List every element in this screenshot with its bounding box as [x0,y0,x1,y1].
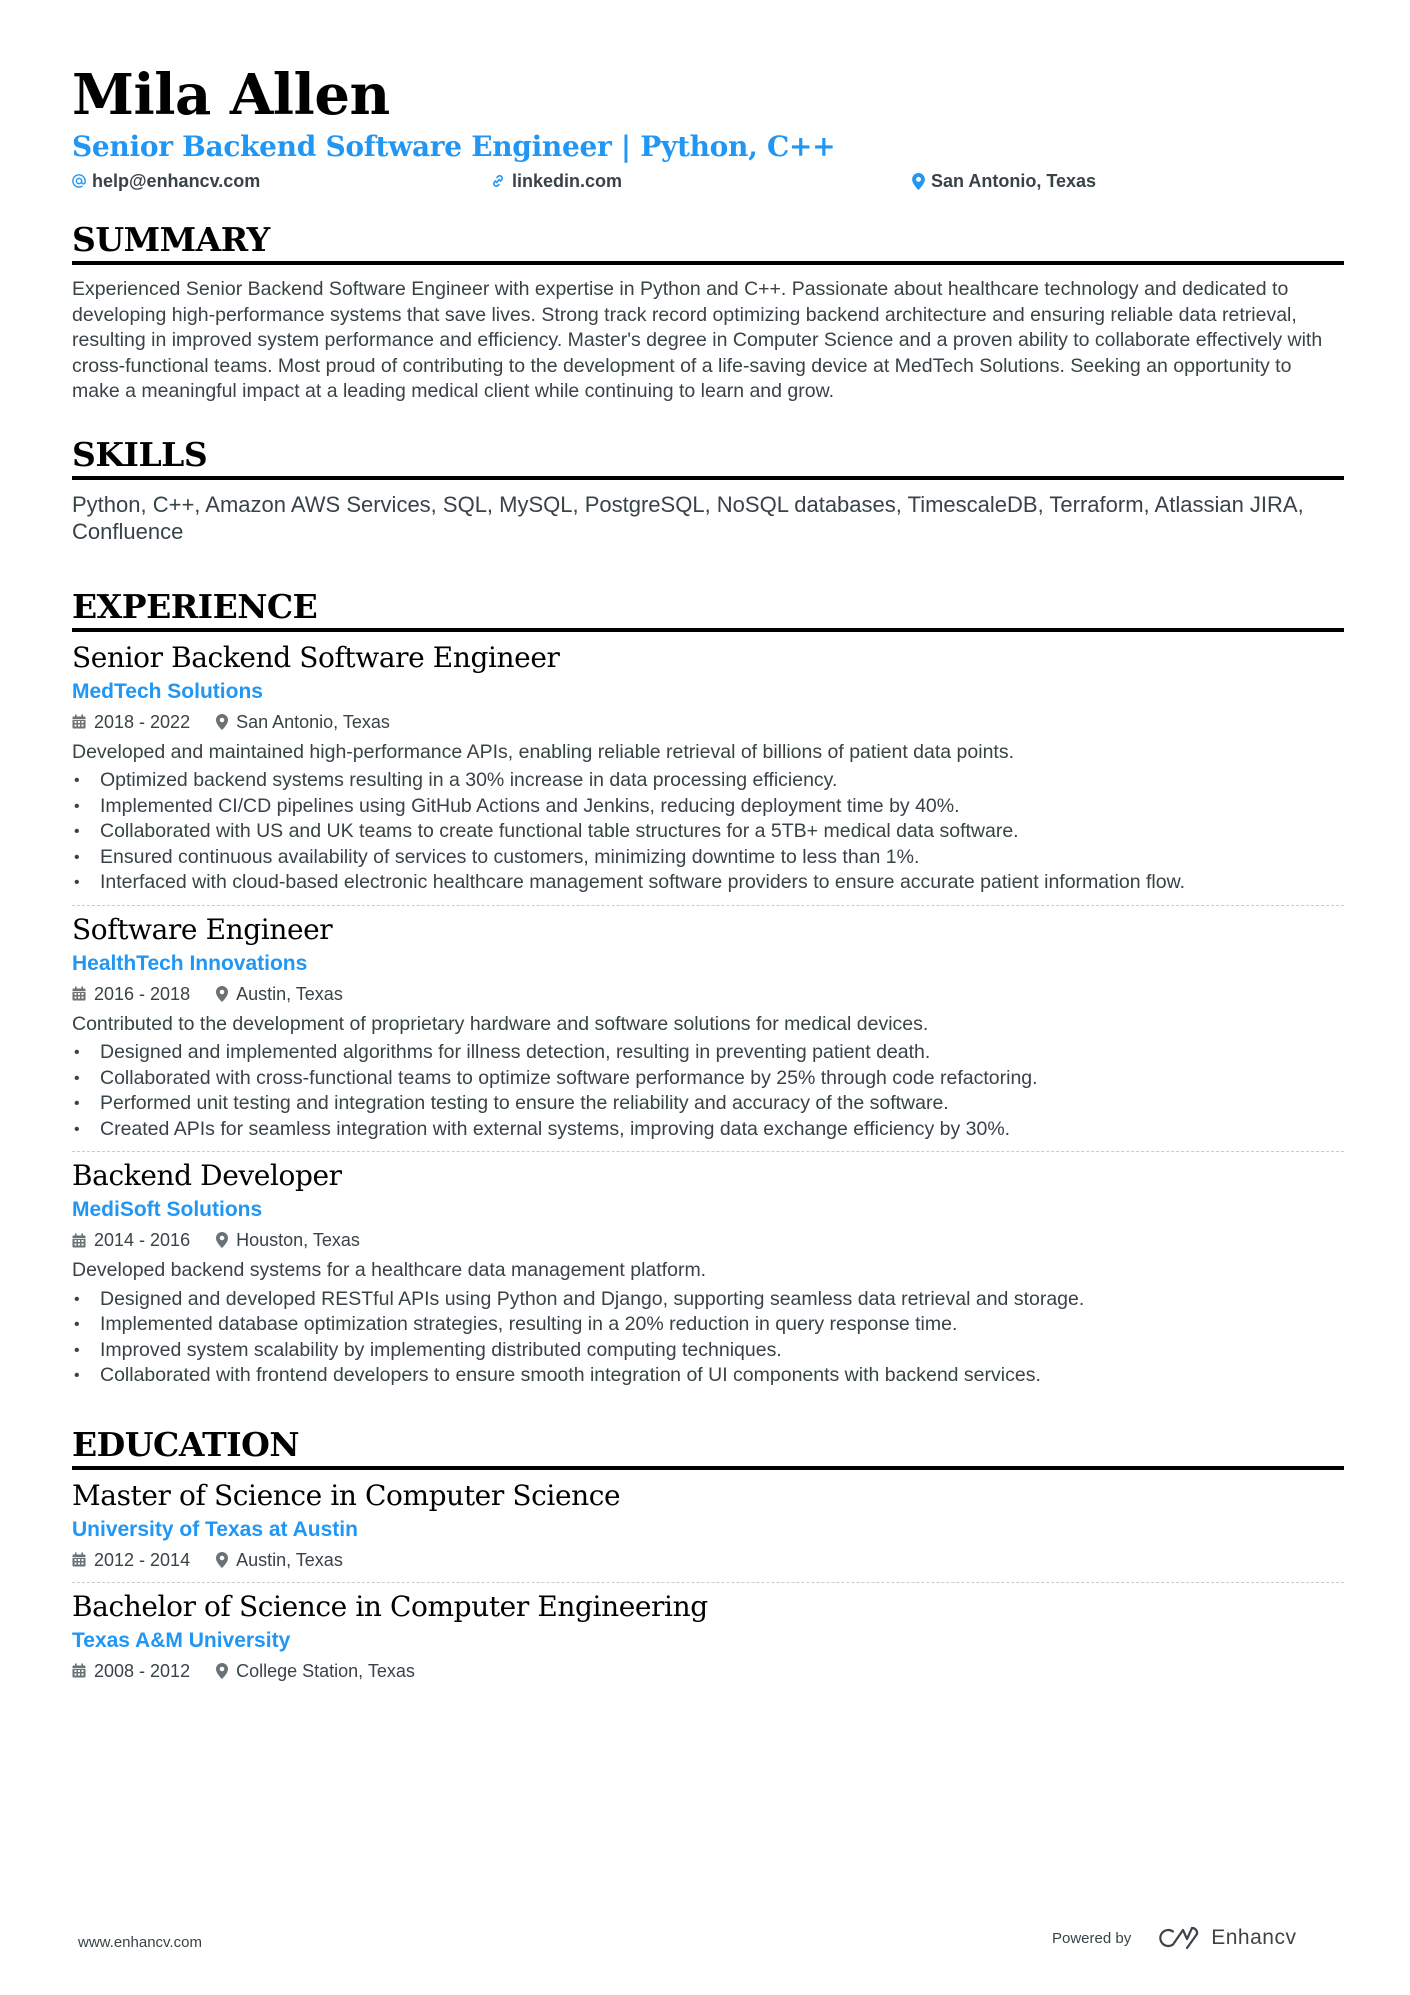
contact-row [72,168,1344,194]
degree-title: Master of Science in Computer Science [72,1478,621,1512]
experience-section [72,587,1344,1389]
job-bullets [72,1040,1344,1142]
job-dates: 2014 - 2016 [94,1230,191,1250]
company-name: MedTech Solutions [72,679,263,703]
education-meta [72,1547,1344,1573]
contact-linkedin[interactable] [490,171,912,192]
calendar-icon [72,1663,86,1678]
company-name: MediSoft Solutions [72,1198,263,1221]
summary-text: Experienced Senior Backend Software Engineer with expertise in Python and C++. Passionate about healthcare technology and dedicated to developing high-performance systems that save lives. Strong track record optimizing backend architecture and ensuring reliable data retrieval, resulting in improved system performance and efficiency. Master's degree in Computer Science and a proven ability to collaborate effectively with cross-functional teams. Most proud of contributing to the development of a life-saving device at MedTech Solutions. Seeking an opportunity to make a meaningful impact at a leading medical client while continuing to learn and grow. [72,278,1323,402]
job-bullets [72,768,1344,896]
location-pin-icon [216,986,228,1002]
contact-location-text: San Antonio, Texas [931,170,1097,191]
bullet-item: • Implemented database optimization strategies, resulting in a 20% reduction in query response time. [72,1312,1344,1338]
job-dates: 2016 - 2018 [94,983,191,1004]
education-dates: 2008 - 2012 [94,1660,191,1681]
job-description: Contributed to the development of proprietary hardware and software solutions for medical devices. [72,1012,929,1035]
summary-section [72,220,1344,405]
entry-divider [72,905,1344,906]
section-divider [72,261,1344,265]
contact-linkedin-text: linkedin.com [512,170,623,191]
section-divider [72,1466,1344,1470]
job-dates: 2018 - 2022 [94,711,191,732]
bullet-item: • Optimized backend systems resulting in a 30% increase in data processing efficiency. [72,768,1344,794]
job-title: Software Engineer [72,912,333,946]
section-title-summary: SUMMARY [72,220,270,259]
job-title: Senior Backend Software Engineer [72,640,560,674]
entry-divider [72,1582,1344,1583]
job-location: Houston, Texas [236,1230,360,1250]
education-section [72,1425,1344,1684]
bullet-item: • Collaborated with US and UK teams to create functional table structures for a 5TB+ medical data software. [72,819,1344,845]
bullet-item: • Designed and implemented algorithms for illness detection, resulting in preventing patient death. [72,1040,1344,1066]
section-title-education: EDUCATION [72,1424,300,1464]
experience-entry [72,1158,1344,1389]
enhancv-logo-icon [1157,1925,1203,1951]
link-icon [490,173,506,189]
location-pin-icon [216,1552,228,1568]
education-entry [72,1589,1344,1684]
job-meta [72,981,1344,1007]
bullet-item: • Improved system scalability by implementing distributed computing techniques. [72,1338,1344,1364]
resume-page [72,60,1344,1684]
contact-email-text: help@enhancv.com [92,170,261,191]
school-name: Texas A&M University [72,1628,291,1652]
bullet-item: • Ensured continuous availability of services to customers, minimizing downtime to less than 1%. [72,845,1344,871]
job-location: San Antonio, Texas [236,711,390,732]
bullet-item: • Implemented CI/CD pipelines using GitHub Actions and Jenkins, reducing deployment time by 40%. [72,794,1344,820]
powered-by-label: Powered by [1052,1929,1132,1947]
education-meta [72,1658,1344,1684]
experience-entry [72,640,1344,896]
footer-website-link[interactable]: www.enhancv.com [78,1934,202,1951]
enhancv-brand-name: Enhancv [1211,1926,1297,1949]
location-pin-icon [216,1232,228,1248]
calendar-icon [72,714,86,729]
bullet-item: • Designed and developed RESTful APIs using Python and Django, supporting seamless data retrieval and storage. [72,1287,1344,1313]
bullet-item: • Created APIs for seamless integration with external systems, improving data exchange efficiency by 30%. [72,1117,1344,1143]
section-title-experience: EXPERIENCE [72,586,318,626]
bullet-item: • Collaborated with frontend developers to ensure smooth integration of UI components with backend services. [72,1363,1344,1389]
education-location: Austin, Texas [236,1549,343,1570]
calendar-icon [72,1233,86,1248]
location-pin-icon [912,173,925,190]
skills-section [72,435,1344,545]
job-meta [72,709,1344,735]
bullet-item: • Performed unit testing and integration testing to ensure the reliability and accuracy of the software. [72,1091,1344,1117]
job-location: Austin, Texas [236,983,343,1004]
location-pin-icon [216,1663,228,1679]
candidate-headline: Senior Backend Software Engineer | Python, C++ [72,130,836,163]
job-description: Developed and maintained high-performance APIs, enabling reliable retrieval of billions of patient data points. [72,740,1014,763]
contact-location [912,171,1096,192]
at-icon [72,174,86,188]
candidate-name: Mila Allen [72,62,390,128]
school-name: University of Texas at Austin [72,1517,358,1541]
resume-header [72,60,1344,194]
section-divider [72,628,1344,632]
footer-branding [1052,1925,1296,1951]
job-title: Backend Developer [72,1159,342,1192]
education-location: College Station, Texas [236,1660,415,1681]
skills-text: Python, C++, Amazon AWS Services, SQL, MySQL, PostgreSQL, NoSQL databases, TimescaleDB, Terraform, Atlassian JIRA, Confluence [72,491,1304,544]
job-meta [72,1227,1344,1253]
location-pin-icon [216,714,228,730]
company-name: HealthTech Innovations [72,951,308,975]
contact-email[interactable] [72,171,490,192]
calendar-icon [72,986,86,1001]
section-divider [72,476,1344,480]
bullet-item: • Collaborated with cross-functional teams to optimize software performance by 25% through code refactoring. [72,1066,1344,1092]
experience-entry [72,912,1344,1143]
education-entry [72,1478,1344,1573]
bullet-item: • Interfaced with cloud-based electronic healthcare management software providers to ensure accurate patient information flow. [72,870,1344,896]
job-bullets [72,1287,1344,1389]
education-dates: 2012 - 2014 [94,1549,191,1570]
degree-title: Bachelor of Science in Computer Engineering [72,1589,708,1623]
section-title-skills: SKILLS [72,434,208,474]
job-description: Developed backend systems for a healthcare data management platform. [72,1259,707,1281]
entry-divider [72,1151,1344,1152]
calendar-icon [72,1552,86,1567]
